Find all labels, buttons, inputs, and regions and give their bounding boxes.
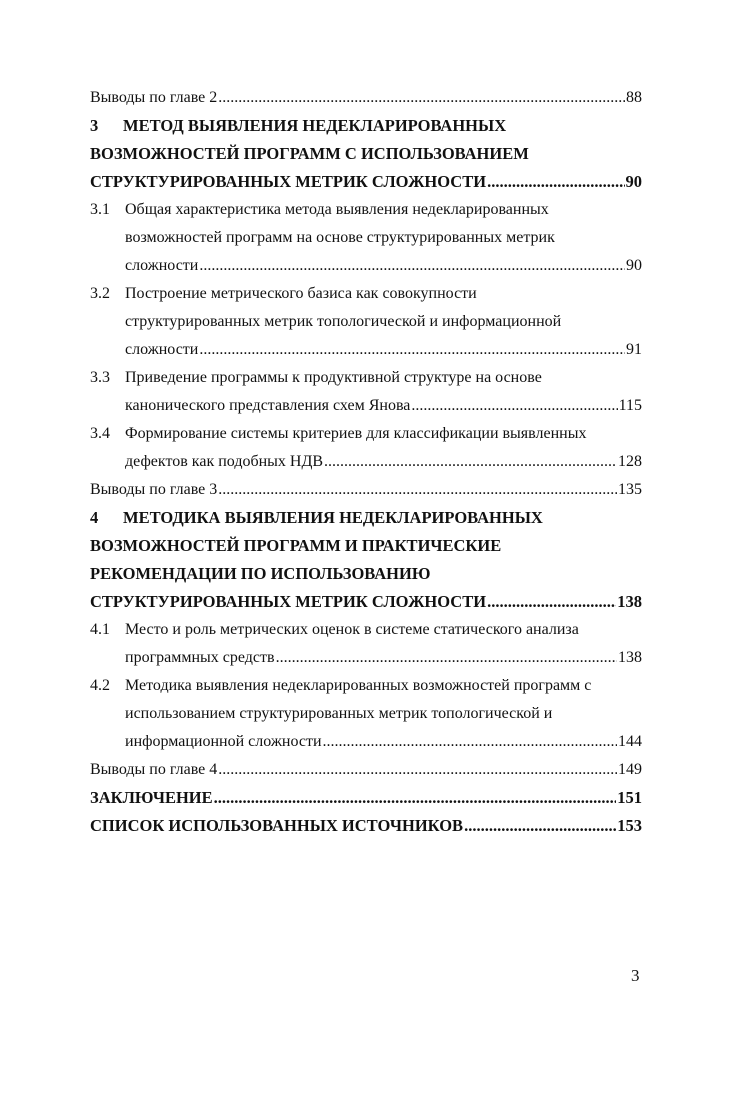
toc-dot-leader: [487, 588, 616, 616]
toc-dot-leader: [218, 84, 625, 112]
toc-section-3-1-line-1[interactable]: [90, 196, 642, 224]
toc-entry-title: СПИСОК ИСПОЛЬЗОВАННЫХ ИСТОЧНИКОВ: [90, 816, 464, 835]
toc-entry-page: 149: [618, 761, 642, 778]
toc-section-number: 4.1: [90, 621, 110, 638]
toc-entry-page: 128: [618, 453, 642, 470]
toc-section-title: возможностей программ на основе структурированных метрик: [125, 229, 555, 246]
toc-section-4-1-line-2[interactable]: [90, 644, 642, 672]
toc-chapter-3-line-1[interactable]: [90, 112, 642, 140]
toc-chapter-number: 4: [90, 508, 99, 527]
toc-section-title: Место и роль метрических оценок в системе статического анализа: [125, 621, 579, 638]
toc-entry-page: 153: [617, 816, 642, 835]
page-number: 3: [631, 966, 640, 985]
toc-chapter-title: МЕТОД ВЫЯВЛЕНИЯ НЕДЕКЛАРИРОВАННЫХ: [123, 116, 507, 135]
toc-section-4-2-line-1[interactable]: [90, 672, 642, 700]
toc-dot-leader: [487, 168, 624, 196]
toc-entry-title: Выводы по главе 4: [90, 761, 218, 778]
toc-section-3-1-line-2[interactable]: [90, 224, 642, 252]
toc-chapter-3-line-2[interactable]: [90, 140, 642, 168]
toc-section-title: программных средств: [125, 649, 275, 666]
toc-section-4-2-line-3[interactable]: [90, 728, 642, 756]
toc-dot-leader: [411, 392, 617, 420]
toc-entry-page: 115: [618, 397, 642, 414]
toc-section-3-2-line-3[interactable]: [90, 336, 642, 364]
toc-chapter-title: ВОЗМОЖНОСТЕЙ ПРОГРАММ И ПРАКТИЧЕСКИЕ: [90, 536, 502, 555]
toc-section-title: Приведение программы к продуктивной структуре на основе: [125, 369, 542, 386]
toc-section-3-2-line-1[interactable]: [90, 280, 642, 308]
toc-section-3-3-line-2[interactable]: [90, 392, 642, 420]
toc-section-title: использованием структурированных метрик топологической и: [125, 705, 553, 722]
toc-chapter-4-line-4[interactable]: [90, 588, 642, 616]
toc-chapter-4-line-2[interactable]: [90, 532, 642, 560]
toc-chapter-4-line-1[interactable]: [90, 504, 642, 532]
toc-section-3-2-line-2[interactable]: [90, 308, 642, 336]
toc-section-title: Методика выявления недекларированных возможностей программ с: [125, 677, 592, 694]
toc-section-3-3-line-1[interactable]: [90, 364, 642, 392]
toc-dot-leader: [324, 448, 617, 476]
toc-section-4-2-line-2[interactable]: [90, 700, 642, 728]
toc-entry-page: 144: [618, 733, 642, 750]
toc-chapter-title: СТРУКТУРИРОВАННЫХ МЕТРИК СЛОЖНОСТИ: [90, 172, 487, 191]
toc-section-3-4-line-1[interactable]: [90, 420, 642, 448]
toc-entry-title: Выводы по главе 2: [90, 89, 218, 106]
toc-chapter-number: 3: [90, 116, 99, 135]
toc-entry-page: 135: [618, 481, 642, 498]
toc-section-number: 3.2: [90, 285, 110, 302]
toc-section-title: сложности: [125, 257, 199, 274]
toc-entry-conclusion[interactable]: [90, 784, 642, 812]
toc-section-number: 3.1: [90, 201, 110, 218]
toc-section-title: Построение метрического базиса как совокупности: [125, 285, 477, 302]
toc-section-4-1-line-1[interactable]: [90, 616, 642, 644]
toc-dot-leader: [276, 644, 617, 672]
toc-chapter-title: СТРУКТУРИРОВАННЫХ МЕТРИК СЛОЖНОСТИ: [90, 592, 487, 611]
toc-dot-leader: [218, 476, 617, 504]
toc-chapter-title: РЕКОМЕНДАЦИИ ПО ИСПОЛЬЗОВАНИЮ: [90, 564, 431, 583]
toc-dot-leader: [214, 784, 617, 812]
toc-dot-leader: [199, 336, 625, 364]
toc-chapter-title: ВОЗМОЖНОСТЕЙ ПРОГРАММ С ИСПОЛЬЗОВАНИЕМ: [90, 144, 529, 163]
toc-section-number: 4.2: [90, 677, 110, 694]
toc-entry-page: 138: [618, 649, 642, 666]
toc-entry-conclusions-ch2[interactable]: [90, 84, 642, 112]
toc-entry-page: 138: [617, 592, 642, 611]
toc-chapter-4-line-3[interactable]: [90, 560, 642, 588]
toc-dot-leader: [199, 252, 625, 280]
toc-entry-conclusions-ch4[interactable]: [90, 756, 642, 784]
toc-section-title: канонического представления схем Янова: [125, 397, 411, 414]
toc-entry-references[interactable]: [90, 812, 642, 840]
toc-entry-page: 91: [626, 341, 642, 358]
toc-entry-page: 90: [626, 257, 642, 274]
toc-section-number: 3.4: [90, 425, 110, 442]
toc-chapter-3-line-3[interactable]: [90, 168, 642, 196]
toc-section-title: сложности: [125, 341, 199, 358]
toc-dot-leader: [218, 756, 617, 784]
toc-entry-title: ЗАКЛЮЧЕНИЕ: [90, 788, 213, 807]
toc-chapter-title: МЕТОДИКА ВЫЯВЛЕНИЯ НЕДЕКЛАРИРОВАННЫХ: [123, 508, 543, 527]
toc-entry-title: Выводы по главе 3: [90, 481, 218, 498]
table-of-contents: [90, 84, 642, 840]
toc-section-3-4-line-2[interactable]: [90, 448, 642, 476]
toc-entry-conclusions-ch3[interactable]: [90, 476, 642, 504]
toc-entry-page: 151: [617, 788, 642, 807]
toc-entry-page: 88: [626, 89, 642, 106]
toc-section-number: 3.3: [90, 369, 110, 386]
toc-section-title: структурированных метрик топологической и информационной: [125, 313, 562, 330]
toc-entry-page: 90: [625, 172, 642, 191]
toc-section-title: информационной сложности: [125, 733, 322, 750]
toc-section-title: Формирование системы критериев для классификации выявленных: [125, 425, 587, 442]
toc-section-3-1-line-3[interactable]: [90, 252, 642, 280]
toc-dot-leader: [323, 728, 617, 756]
toc-dot-leader: [464, 812, 616, 840]
toc-section-title: дефектов как подобных НДВ: [125, 453, 324, 470]
toc-section-title: Общая характеристика метода выявления недекларированных: [125, 201, 549, 218]
